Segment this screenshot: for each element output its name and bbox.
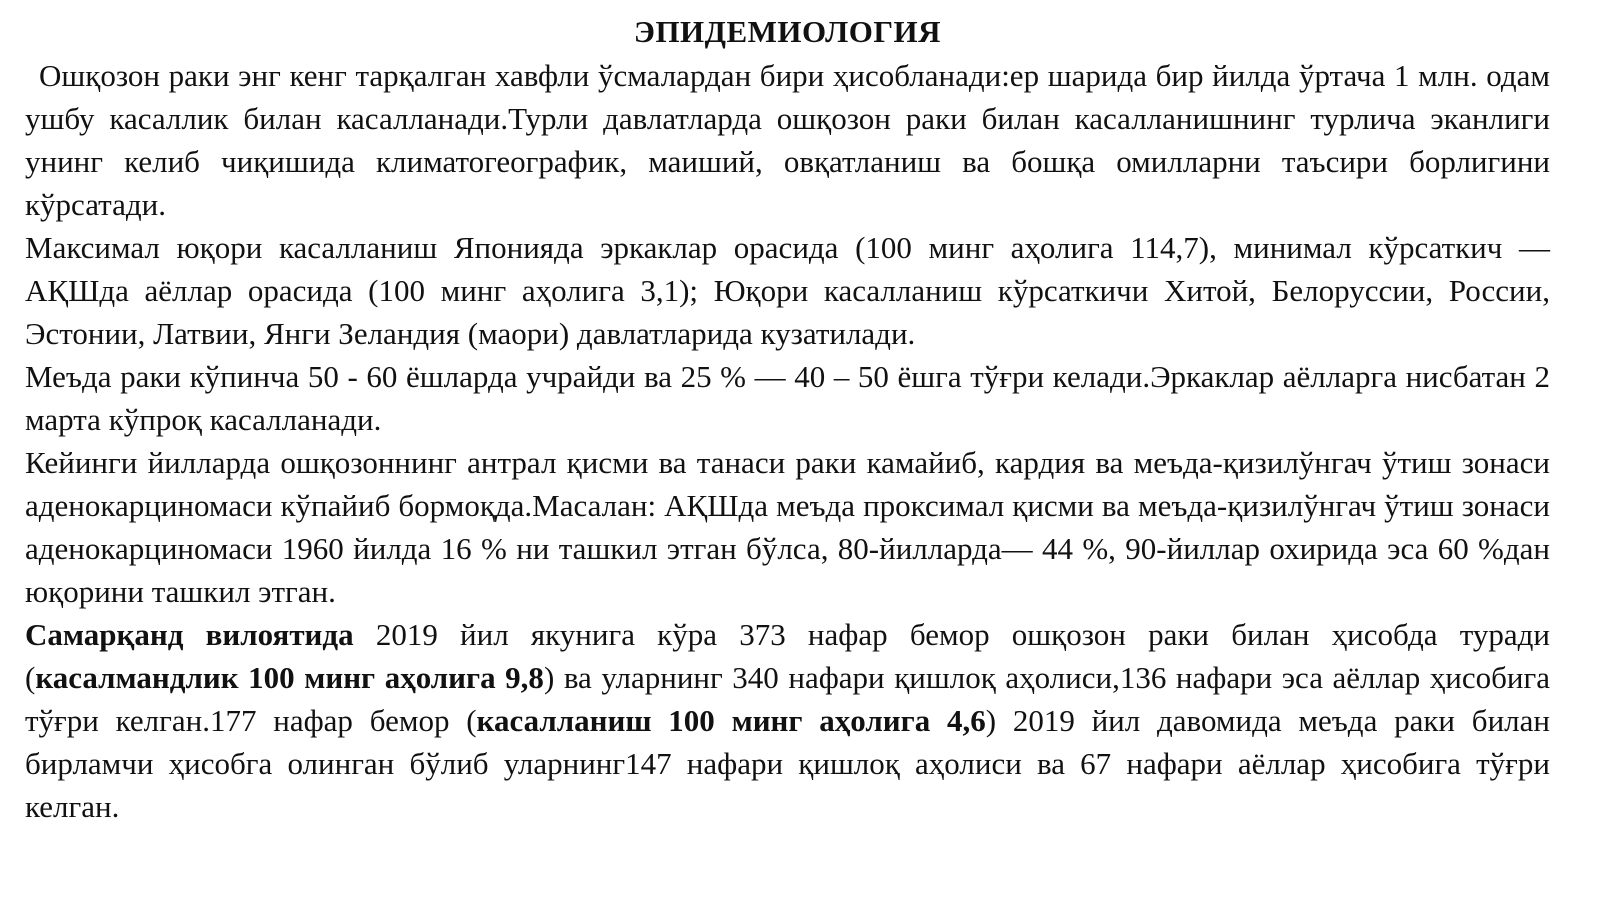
paragraph-incidence-overview: Ошқозон раки энг кенг тарқалган хавфли ўсмалардан бири ҳисобланади:ер шарида бир йилда ўртача 1 млн. одам ушбу касаллик билан касалланади.Турли давлатларда ошқозон раки билан касалланишнинг турлича эканлиги унинг келиб чиқишида климатогеографик, маиший, овқатланиш ва бошқа омилларни таъсири борлигини кўрсатади. [25,58,1550,222]
samarkand-region-label: Самарқанд вилоятида [25,617,354,652]
samarkand-text-1: 2019 йил якунига кўра 373 нафар бемор ошқозон раки билан ҳисобда туради ( [25,617,1550,695]
page-title: ЭПИДЕМИОЛОГИЯ [633,14,942,49]
document-page [25,10,1550,828]
paragraph-samarkand-statistics [25,613,1550,828]
paragraph-max-min-incidence: Максимал юқори касалланиш Японияда эркаклар орасида (100 минг аҳолига 114,7), минимал кўрсаткич — АҚШда аёллар орасида (100 минг аҳолига 3,1); Юқори касалланиш кўрсаткичи Хитой, Белоруссии, России, Эстонии, Латвии, Янги Зеландия (маори) давлатларида кузатилади. [25,230,1550,351]
incidence-rate: касалланиш 100 минг аҳолига 4,6 [476,703,986,738]
paragraph-recent-trends: Кейинги йилларда ошқозоннинг антрал қисми ва танаси раки камайиб, кардия ва меъда-қизилўнгач ўтиш зонаси аденокарциномаси кўпайиб бормоқда.Масалан: АҚШда меъда проксимал қисми ва меъда-қизилўнгач ўтиш зонаси аденокарциномаси 1960 йилда 16 % ни ташкил этган бўлса, 80-йилларда— 44 %, 90-йиллар охирида эса 60 %дан юқорини ташкил этган. [25,445,1550,609]
prevalence-rate: касалмандлик 100 минг аҳолига 9,8 [35,660,544,695]
samarkand-text-2: ) ва уларнинг 340 нафари қишлоқ аҳолиси,136 нафари эса аёллар ҳисобига тўғри келган.177 нафар бемор ( [25,660,1550,738]
samarkand-text-3: ) 2019 йил давомида меъда раки билан бирламчи ҳисобга олинган бўлиб уларнинг147 нафари қишлоқ аҳолиси ва 67 нафари аёллар ҳисобига тўғри келган. [25,703,1550,824]
paragraph-age-distribution: Меъда раки кўпинча 50 - 60 ёшларда учрайди ва 25 % — 40 – 50 ёшга тўғри келади.Эркаклар аёлларга нисбатан 2 марта кўпроқ касалланади. [25,359,1550,437]
